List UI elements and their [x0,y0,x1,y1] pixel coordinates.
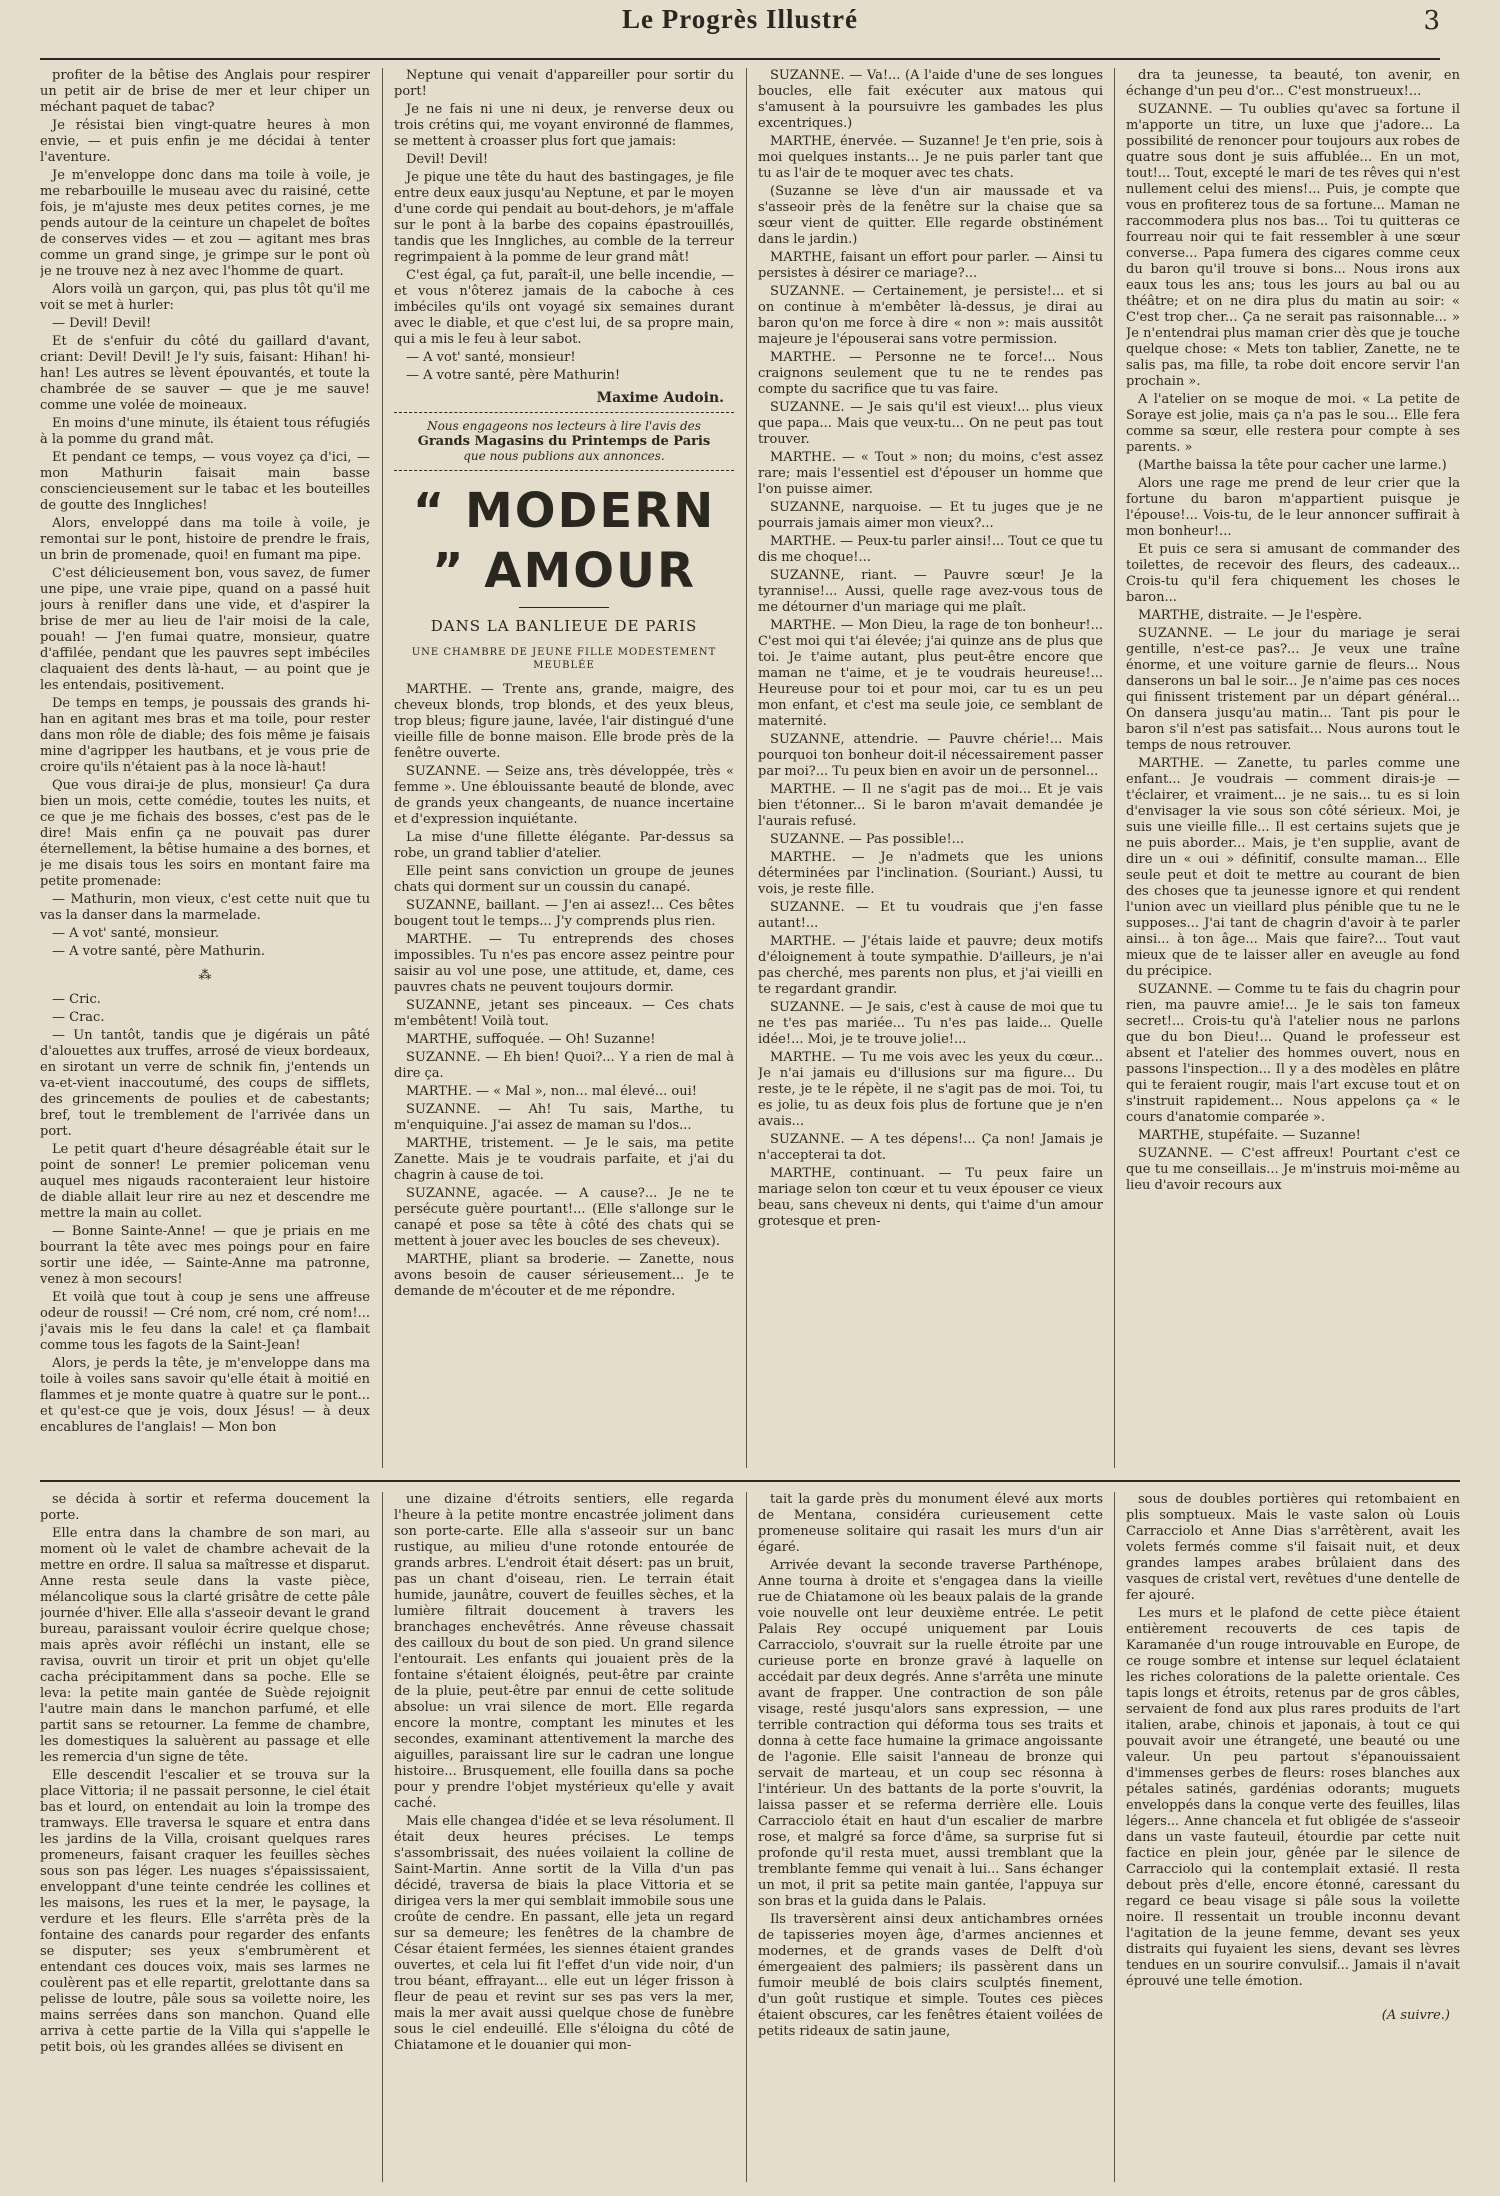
paragraph: SUZANNE. — Pas possible!... [770,832,965,847]
paragraph: MARTHE. — « Mal », non... mal élevé... oui! [406,1084,697,1099]
paragraph: Que vous dirai-je de plus, monsieur! Ça dura bien un mois, cette comédie, toutes les nuits, et ce que je me fichais des bosses, c'est pas de le dire! Mais enfin ça ne pouvait pas durer éternellement, la bêtise humaine a des bornes, et je me disais tous les soirs en montant faire ma petite promenade: [40,778,370,889]
paragraph: MARTHE. — J'étais laide et pauvre; deux motifs d'éloignement à toute sympathie. D'ailleurs, je n'ai pas cherché, mes parents non plus, et j'ai vieilli en te regardant grandir. [758,934,1103,997]
column-rule [746,1492,747,2182]
bottom-column-3 [758,1492,1103,2182]
paragraph: MARTHE, continuant. — Tu peux faire un mariage selon ton cœur et tu veux épouser ce vieux beau, sans cheveux ni dents, qui t'aime d'un amour grotesque et pren- [758,1166,1103,1229]
bottom-column-1 [40,1492,370,2182]
section-divider [40,1480,1460,1482]
paragraph: Elle peint sans conviction un groupe de jeunes chats qui dorment sur un coussin du canapé. [394,864,734,895]
paragraph: Et de s'enfuir du côté du gaillard d'avant, criant: Devil! Devil! Je l'y suis, faisant: Hihan! hi-han! Les autres se lèvent épouvantés, et toute la chambrée de se sauver — que je me sauve! comme une volée de moineaux. [40,334,370,413]
paragraph: C'est délicieusement bon, vous savez, de fumer une pipe, une vraie pipe, quand on a passé huit jours à renifler dans une vide, et d'aspirer la brise de mer au lieu de l'air moisi de la cale, pouah! — J'en fumai quatre, monsieur, quatre d'affilée, pendant que les pauvres sept imbéciles claquaient des dents là-haut, — au point que je les entendais, positivement. [40,566,370,693]
paragraph: — Cric. [52,992,101,1007]
paragraph: MARTHE, suffoquée. — Oh! Suzanne! [406,1032,656,1047]
page-header [40,0,1440,60]
bottom-col3-text [758,1492,1103,2040]
column-rule [382,68,383,1468]
paragraph: SUZANNE. — A tes dépens!... Ça non! Jamais je n'accepterai ta dot. [758,1132,1103,1163]
paragraph: se décida à sortir et referma doucement la porte. [40,1492,370,1523]
paragraph: MARTHE. — Peux-tu parler ainsi!... Tout ce que tu dis me choque!... [758,534,1103,565]
paragraph: MARTHE. — Trente ans, grande, maigre, des cheveux blonds, trop blonds, et des yeux bleus, trop bleus; figure jaune, lavée, l'air distingué d'une vieille fille de bonne maison. Elle brode près de la fenêtre ouverte. [394,682,734,761]
masthead-title: Le Progrès Illustré [622,4,858,34]
paragraph: MARTHE. — Je n'admets que les unions déterminées par l'inclination. (Souriant.) Aussi, tu vois, je reste fille. [758,850,1103,897]
paragraph: (Marthe baissa la tête pour cacher une larme.) [1138,458,1447,473]
paragraph: Les murs et le plafond de cette pièce étaient entièrement recouverts de ces tapis de Karamanée d'un rouge introuvable en Europe, de ce rouge sombre et intense sur lequel éclataient les riches colorations de la palette orientale. Ces tapis longs et étroits, retenus par de gros câbles, servaient de fond aux plus rares produits de l'art italien, arabe, chinois et japonais, à tout ce qui pouvait avoir une étrangeté, une beauté ou une valeur. Un peu partout s'épanouissaient d'immenses gerbes de fleurs: roses blanches aux pétales satinés, gardénias odorants; muguets enveloppés dans la conque verte des feuilles, lilas légers... Anne chancela et fut obligée de s'asseoir dans un vaste fauteuil, étourdie par cette nuit factice en plein jour, gênée par le silence de Carracciolo qui la contemplait extasié. Il resta debout près d'elle, encore étonné, caressant du regard ce beau visage si pâle sous la voilette noire. Il ressentait un trouble inconnu devant l'agitation de la jeune femme, devant ses yeux distraits qui fuyaient les siens, devant ses lèvres tendues en un sourire convulsif... Jamais il n'avait éprouvé une telle émotion. [1126,1606,1460,1989]
paragraph: En moins d'une minute, ils étaient tous réfugiés à la pomme du grand mât. [40,416,370,447]
story-subtitle: DANS LA BANLIEUE DE PARIS [430,617,698,635]
paragraph: — Devil! Devil! [52,316,152,331]
paragraph: — A vot' santé, monsieur. [52,926,220,941]
page-number: 3 [1423,6,1440,36]
notice-store-name: Grands Magasins du Printemps de Paris [417,434,711,449]
column-rule [1114,68,1115,1468]
title-rule [519,607,609,608]
paragraph: C'est égal, ça fut, paraît-il, une belle incendie, — et vous n'ôterez jamais de la caboche à ces imbéciles qu'ils ont voyagé six semaines durant avec le diable, et que c'est lui, de sa propre main, qui a mis le feu à leur sabot. [394,268,734,347]
paragraph: SUZANNE, attendrie. — Pauvre chérie!... Mais pourquoi ton bonheur doit-il nécessairement passer par moi?... Tu peux bien en avoir un de personnel... [758,732,1103,779]
paragraph: Ils traversèrent ainsi deux antichambres ornées de tapisseries moyen âge, d'armes anciennes et modernes, et de grands vases de Delft d'où émergeaient des palmiers; ils passèrent dans un fumoir meublé de bois clairs sculptés finement, d'un goût rustique et simple. Toutes ces pièces étaient obscures, car les fenêtres étaient voilées de petits rideaux de satin jaune, [758,1912,1103,2039]
paragraph: MARTHE. — Personne ne te force!... Nous craignons seulement que tu ne te rendes pas compte du sacrifice que tu vas faire. [758,350,1103,397]
paragraph: SUZANNE, riant. — Pauvre sœur! Je la tyrannise!... Aussi, quelle rage avez-vous tous de me détourner d'un mariage qui me plaît. [758,568,1103,615]
column-rule [746,68,747,1468]
paragraph: (Suzanne se lève d'un air maussade et va s'asseoir près de la fenêtre sur la chaise que sa sœur vient de quitter. Elle regarde obstinément dans le jardin.) [758,184,1103,247]
paragraph: dra ta jeunesse, ta beauté, ton avenir, en échange d'un peu d'or... C'est monstrueux!... [1126,68,1460,99]
paragraph: profiter de la bêtise des Anglais pour respirer un petit air de brise de mer et leur chiper un méchant paquet de tabac? [40,68,370,115]
paragraph: MARTHE, stupéfaite. — Suzanne! [1138,1128,1361,1143]
paragraph: Je m'enveloppe donc dans ma toile à voile, je me rebarbouille le museau avec du raisiné, cette fois, je m'ajuste mes deux petites cornes, je me pends autour de la ceinture un chapelet de boîtes de conserves vides — et zou — agitant mes bras comme un grand singe, je grimpe sur le pont où je ne trouve nez à nez avec l'homme de quart. [40,168,370,279]
bottom-col1-text [40,1492,370,2056]
paragraph: Et puis ce sera si amusant de commander des toilettes, de recevoir des fleurs, des cadeaux... Crois-tu qu'il fera chiquement les choses le baron... [1126,542,1460,605]
to-be-continued: (A suivre.) [1381,2008,1450,2023]
paragraph: Neptune qui venait d'appareiller pour sortir du port! [394,68,734,99]
col2-text-a [394,68,734,384]
notice-line-3: que nous publions aux annonces. [463,449,665,463]
paragraph: De temps en temps, je poussais des grands hi-han en agitant mes bras et ma toile, pour rester dans mon rôle de diable; des fois même je faisais mine d'agripper les hautbans, et je vous prie de croire qu'ils n'étaient pas à la noce là-haut! [40,696,370,775]
paragraph: SUZANNE, agacée. — A cause?... Je ne te persécute guère pourtant!... (Elle s'allonge sur le canapé et pose sa tête à côté des chats qui se mettent à jouer avec les boucles de ses cheveux). [394,1186,734,1249]
col4-text [1126,68,1460,1194]
paragraph: MARTHE, distraite. — Je l'espère. [1138,608,1363,623]
paragraph: MARTHE. — Tu me vois avec les yeux du cœur... Je n'ai jamais eu d'illusions sur ma figure... Du reste, je te le répète, il ne s'agit pas de moi. Toi, tu es jolie, tu as deux fois plus de fortune que je n'en avais... [758,1050,1103,1129]
bottom-column-4 [1126,1492,1460,2182]
paragraph: Elle entra dans la chambre de son mari, au moment où le valet de chambre achevait de la mettre en ordre. Il salua sa maîtresse et disparut. Anne resta seule dans la vaste pièce, mélancolique sous la clarté grisâtre de cette pâle journée d'hiver. Elle alla s'asseoir devant le grand bureau, paraissant vouloir écrire quelque chose; mais après avoir réfléchi un instant, elle se ravisa, ouvrit un tiroir et prit un objet qu'elle cacha précipitamment dans sa poche. Elle se leva: la petite main gantée de Suède rejoignit l'autre main dans le manchon parfumé, et elle partit sans se retourner. La femme de chambre, les domestiques la saluèrent au passage et elle les remercia d'un signe de tête. [40,1526,370,1765]
bottom-col4-text [1126,1492,1460,1990]
bottom-col2-text [394,1492,734,2054]
story-title: “ MODERN ” AMOUR [412,483,716,599]
paragraph: MARTHE. — « Tout » non; du moins, c'est assez rare; mais l'essentiel est d'épouser un homme que l'on puisse aimer. [758,450,1103,497]
paragraph: MARTHE, faisant un effort pour parler. — Ainsi tu persistes à désirer ce mariage?... [758,250,1103,281]
paragraph: Alors voilà un garçon, qui, pas plus tôt qu'il me voit se met à hurler: [40,282,370,313]
paragraph: A l'atelier on se moque de moi. « La petite de Soraye est jolie, mais ça n'a pas le sou... Elle fera comme sa sœur, elle restera pour compte à ses parents. » [1126,392,1460,455]
paragraph: Et pendant ce temps, — vous voyez ça d'ici, — mon Mathurin faisait main basse consciencieusement sur le tabac et les bouteilles de goutte des Inngliches! [40,450,370,513]
paragraph: sous de doubles portières qui retombaient en plis somptueux. Mais le vaste salon où Louis Carracciolo et Anne Dias s'arrêtèrent, avait les volets fermés comme s'il faisait nuit, et deux grandes lampes arabes brûlaient dans des vasques de cristal vert, revêtues d'une dentelle de fer ajouré. [1126,1492,1460,1603]
paragraph: SUZANNE, baillant. — J'en ai assez!... Ces bêtes bougent tout le temps... J'y comprends plus rien. [394,898,734,929]
paragraph: — A votre santé, père Mathurin! [406,368,621,383]
paragraph: MARTHE, énervée. — Suzanne! Je t'en prie, sois à moi quelques instants... Je ne puis parler tant que tu as l'air de te moquer avec tes chats. [758,134,1103,181]
section-stars: ⁂ [198,968,212,983]
paragraph: SUZANNE. — Ah! Tu sais, Marthe, tu m'enquiquine. J'ai assez de maman su l'dos... [394,1102,734,1133]
paragraph: MARTHE. — Il ne s'agit pas de moi... Et je vais bien t'étonner... Si le baron m'avait demandée je l'aurais refusé. [758,782,1103,829]
paragraph: Devil! Devil! [406,152,489,167]
story-signature: Maxime Audoin. [596,390,724,406]
paragraph: Alors, je perds la tête, je m'enveloppe dans ma toile à voiles sans savoir qu'elle était à moitié en flammes et je monte quatre à quatre sur le pont... et qu'est-ce que je vois, doux Jésus! — à deux encablures de l'anglais! — Mon bon [40,1356,370,1435]
paragraph: — A votre santé, père Mathurin. [52,944,266,959]
paragraph: Alors, enveloppé dans ma toile à voile, je remontai sur le pont, histoire de prendre le frais, un brin de promenade, quoi! en fumant ma pipe. [40,516,370,563]
bottom-column-2 [394,1492,734,2182]
paragraph: MARTHE. — Zanette, tu parles comme une enfant... Je voudrais — comment dirais-je — t'éclairer, et vraiment... je ne sais... tu es si loin d'envisager la vie sous son côté sérieux. Moi, je suis une vieille fille... Il est certains sujets que je ne puis aborder... Mais, je t'en supplie, avant de dire un « oui » définitif, consulte maman... Elle seule peut et doit te mettre au courant de bien des choses que ta jeunesse ignore et qui rendent l'union avec un vieillard plus pénible que tu ne le supposes... J'ai tant de chagrin d'avoir à te parler ainsi... à ton âge... Mais que faire?... Tout vaut mieux que de te laisser aller en aveugle au fond du précipice. [1126,756,1460,979]
column-rule [1114,1492,1115,2182]
paragraph: — A vot' santé, monsieur! [406,350,576,365]
column-3 [758,68,1103,1468]
column-1 [40,68,370,1468]
paragraph: Alors une rage me prend de leur crier que la fortune du baron m'appartient puisque je l'épouse!... Vois-tu, de le leur annoncer suffirait à mon bonheur!... [1126,476,1460,539]
paragraph: MARTHE, pliant sa broderie. — Zanette, nous avons besoin de causer sérieusement... Je te demande de m'écouter et de me répondre. [394,1252,734,1299]
paragraph: — Bonne Sainte-Anne! — que je priais en me bourrant la tête avec mes poings pour en faire sortir une idée, — Sainte-Anne ma patronne, venez à mon secours! [40,1224,370,1287]
printemps-notice [394,412,734,471]
column-2 [394,68,734,1468]
paragraph: SUZANNE. — Comme tu te fais du chagrin pour rien, ma pauvre amie!... Je le sais ton fameux secret!... Crois-tu qu'à l'atelier nous ne parlons que du bon Dieu!... Quand le professeur est absent et l'atelier des hommes ouvert, nous en passons l'inspection... Il y a des modèles en plâtre qui te feraient rougir, mais l'art excuse tout et on s'instruit rapidement... Nous appelons ça « le cours d'anatomie comparée ». [1126,982,1460,1125]
paragraph: La mise d'une fillette élégante. Par-dessus sa robe, un grand tablier d'atelier. [394,830,734,861]
column-rule [382,1492,383,2182]
paragraph: MARTHE. — Tu entreprends des choses impossibles. Tu n'es pas encore assez peintre pour saisir au vol une pose, une attitude, et, dame, ces pauvres chats ne peuvent toujours dormir. [394,932,734,995]
notice-line-1: Nous engageons nos lecteurs à lire l'avis des [427,419,701,433]
paragraph: MARTHE, tristement. — Je le sais, ma petite Zanette. Mais je te voudrais parfaite, et j'ai du chagrin à cause de toi. [394,1136,734,1183]
paragraph: SUZANNE. — Tu oublies qu'avec sa fortune il m'apporte un titre, un luxe que j'adore... La possibilité de renoncer pour toujours aux robes de quatre sous dont je suis affublée... En un mot, tout!... Tout, excepté le mari de tes rêves qui n'est nullement celui des miens!... Puis, je compte que vous en profiterez tous de sa fortune... Maman ne raccommodera plus nos bas... Toi tu quitteras ce fourreau noir qui te fait ressembler à une sœur converse... Papa fumera des cigares comme ceux du baron qu'il trouve si bons... Nous irons aux eaux tous les ans; tous les jours au bal ou au théâtre; et on ne dira plus du matin au soir: « C'est trop cher... Ça ne serait pas raisonnable... » Je n'entendrai plus maman crier dès que je touche quelque chose: « Mets ton tablier, Zanette, ne te salis pas, ma fille, ta robe doit encore servir l'an prochain ». [1126,102,1460,389]
paragraph: Elle descendit l'escalier et se trouva sur la place Vittoria; il ne passait personne, le ciel était bas et lourd, on entendait au loin la trompe des tramways. Elle traversa le square et entra dans les jardins de la Villa, croisant quelques rares promeneurs, faisant craquer les feuilles sèches sous son pas léger. Les nuages s'épaississaient, enveloppant d'une teinte cendrée les collines et les maisons, les rues et la mer, le paysage, la verdure et les fleurs. Elle s'arrêta près de la fontaine des canards pour regarder des enfants se disputer; ses yeux s'embrumèrent et entendant ces douces voix, mais ses larmes ne coulèrent pas et elle repartit, grelottante dans sa pelisse de loutre, pâle sous sa voilette noire, les mains serrées dans son manchon. Quand elle arriva à cette partie de la Villa qui s'appelle le petit bois, où les grandes allées se divisent en [40,1768,370,2055]
paragraph: SUZANNE. — Va!... (A l'aide d'une de ses longues boucles, elle fait exécuter aux matous qui s'amusent à la poursuivre les gambades les plus excentriques.) [758,68,1103,131]
paragraph: tait la garde près du monument élevé aux morts de Mentana, considéra curieusement cette promeneuse solitaire qui rasait les murs d'un air égaré. [758,1492,1103,1555]
paragraph: SUZANNE, jetant ses pinceaux. — Ces chats m'embêtent! Voilà tout. [394,998,734,1029]
paragraph: — Crac. [52,1010,105,1025]
paragraph: Le petit quart d'heure désagréable était sur le point de sonner! Le premier policeman venu auquel mes nigauds raconteraient leur histoire de diable allait leur rire au nez et descendre me mettre la main au collet. [40,1142,370,1221]
paragraph: SUZANNE, narquoise. — Et tu juges que je ne pourrais jamais aimer mon vieux?... [758,500,1103,531]
paragraph: SUZANNE. — Seize ans, très développée, très « femme ». Une éblouissante beauté de blonde, avec de grands yeux changeants, de nuance incertaine et d'expression inquiétante. [394,764,734,827]
col1-text-b [40,992,370,1436]
col1-text-a [40,68,370,960]
paragraph: SUZANNE. — Certainement, je persiste!... et si on continue à m'embêter là-dessus, je dirai au baron qu'on me force à dire « non »: mais aussitôt majeure je l'épouserai sans votre permission. [758,284,1103,347]
paragraph: Mais elle changea d'idée et se leva résolument. Il était deux heures précises. Le temps s'assombrissait, des nuées voilaient la colline de Saint-Martin. Anne sortit de la Villa d'un pas décidé, traversa de biais la place Vittoria et se dirigea vers la mer qui semblait immobile sous une croûte de cendre. En passant, elle jeta un regard sur sa demeure; les fenêtres de la chambre de César étaient fermées, les siennes étaient grandes ouvertes, et cela lui fit l'effet d'un vide noir, d'un trou béant, effrayant... elle eut un léger frisson à fleur de peau et revint sur ses pas vers la mer, mais la mer avait aussi quelque chose de funèbre sous le ciel endeuillé. Elle s'éloigna du côté de Chiatamone et le douanier qui mon- [394,1814,734,2053]
paragraph: Je ne fais ni une ni deux, je renverse deux ou trois crétins qui, me voyant environné de flammes, se mettent à croasser plus fort que jamais: [394,102,734,149]
paragraph: SUZANNE. — Le jour du mariage je serai gentille, n'est-ce pas?... Je veux une traîne énorme, et une voiture garnie de fleurs... Nous danserons un bal le soir... Je n'aime pas ces noces qui finissent tristement par un départ général... On dansera jusqu'au matin... Tant pis pour le baron s'il n'est pas satisfait... Nous aurons tout le temps de nous retrouver. [1126,626,1460,753]
scene-setting: UNE CHAMBRE DE JEUNE FILLE MODESTEMENT MEUBLÉE [411,647,717,671]
paragraph: une dizaine d'étroits sentiers, elle regarda l'heure à la petite montre encastrée joliment dans son porte-carte. Elle alla s'asseoir sur un banc rustique, au milieu d'une rotonde entourée de grands arbres. L'endroit était désert: pas un bruit, pas un chant d'oiseau, rien. Le terrain était humide, jaunâtre, couvert de feuilles sèches, et la lumière filtrait doucement à travers les branchages enchevêtrés. Anne rêveuse chassait des cailloux du bout de son pied. Un grand silence l'entourait. Les enfants qui jouaient près de la fontaine s'étaient éloignés, peut-être par crainte de la pluie, peut-être par ennui de cette solitude absolue: un vrai silence de mort. Elle regarda encore la montre, comptant les minutes et les secondes, examinant attentivement la marche des aiguilles, paraissant lire sur le cadran une longue histoire... Brusquement, elle fouilla dans sa poche pour y prendre l'objet mystérieux qu'elle y avait caché. [394,1492,734,1811]
paragraph: Je résistai bien vingt-quatre heures à mon envie, — et puis enfin je me décidai à tenter l'aventure. [40,118,370,165]
paragraph: SUZANNE. — Et tu voudrais que j'en fasse autant!... [758,900,1103,931]
paragraph: — Un tantôt, tandis que je digérais un pâté d'alouettes aux truffes, arrosé de vieux bordeaux, en sirotant un verre de schnik fin, j'entends un va-et-vient inaccoutumé, des coups de sifflets, des grincements de poulies et de cabestants; bref, tout le tremblement de l'arrivée dans un port. [40,1028,370,1139]
col3-text [758,68,1103,1230]
paragraph: Arrivée devant la seconde traverse Parthénope, Anne tourna à droite et s'engagea dans la vieille rue de Chiatamone où les beaux palais de la grande voie nouvelle ont leur deuxième entrée. Le petit Palais Rey occupé uniquement par Louis Carracciolo, s'ouvrait sur la ruelle étroite par une curieuse porte en bronze gravé à laquelle on accédait par deux degrés. Anne s'arrêta une minute avant de frapper. Une contraction de son pâle visage, resté jusqu'alors sans expression, — une terrible contraction qui déforma tous ses traits et donna à cette face humaine la grimace angoissante de l'agonie. Elle saisit l'anneau de bronze qui servait de marteau, et un coup sec résonna à l'intérieur. Un des battants de la porte s'ouvrit, la laissa passer et se referma derrière elle. Louis Carracciolo était en haut d'un escalier de marbre rose, et malgré sa force d'âme, sa surprise fut si profonde qu'il resta muet, aussi tremblant que la tremblante femme qui venait à lui... Sans échanger un mot, il prit sa petite main gantée, l'appuya sur son bras et la guida dans le Palais. [758,1558,1103,1909]
paragraph: — Mathurin, mon vieux, c'est cette nuit que tu vas la danser dans la marmelade. [40,892,370,923]
column-4 [1126,68,1460,1468]
paragraph: SUZANNE. — Eh bien! Quoi?... Y a rien de mal à dire ça. [394,1050,734,1081]
paragraph: SUZANNE. — Je sais qu'il est vieux!... plus vieux que papa... Mais que veux-tu... On ne peut pas tout trouver. [758,400,1103,447]
col2-text-b [394,682,734,1300]
paragraph: Je pique une tête du haut des bastingages, je file entre deux eaux jusqu'au Neptune, et par le moyen d'une corde qui pendait au bout-dehors, je m'affale sur le pont à la barbe des copains épastrouillés, tandis que les Inngliches, au comble de la terreur regrimpaient à la pomme de leur grand mât! [394,170,734,265]
paragraph: SUZANNE. — C'est affreux! Pourtant c'est ce que tu me conseillais... Je m'instruis moi-même au lieu d'avoir recours aux [1126,1146,1460,1193]
paragraph: Et voilà que tout à coup je sens une affreuse odeur de roussi! — Cré nom, cré nom, cré nom!... j'avais mis le feu dans la cale! et ça flambait comme tous les fagots de la Saint-Jean! [40,1290,370,1353]
paragraph: MARTHE. — Mon Dieu, la rage de ton bonheur!... C'est moi qui t'ai élevée; j'ai quinze ans de plus que toi. Je t'aime autant, plus peut-être encore que maman ne t'aime, et je te voudrais heureuse!... Heureuse pour toi et pour moi, car tu es un peu mon enfant, et c'est ma seule joie, ce semblant de maternité. [758,618,1103,729]
paragraph: SUZANNE. — Je sais, c'est à cause de moi que tu ne t'es pas mariée... Tu n'es pas laide... Quelle idée!... Moi, je te trouve jolie!... [758,1000,1103,1047]
